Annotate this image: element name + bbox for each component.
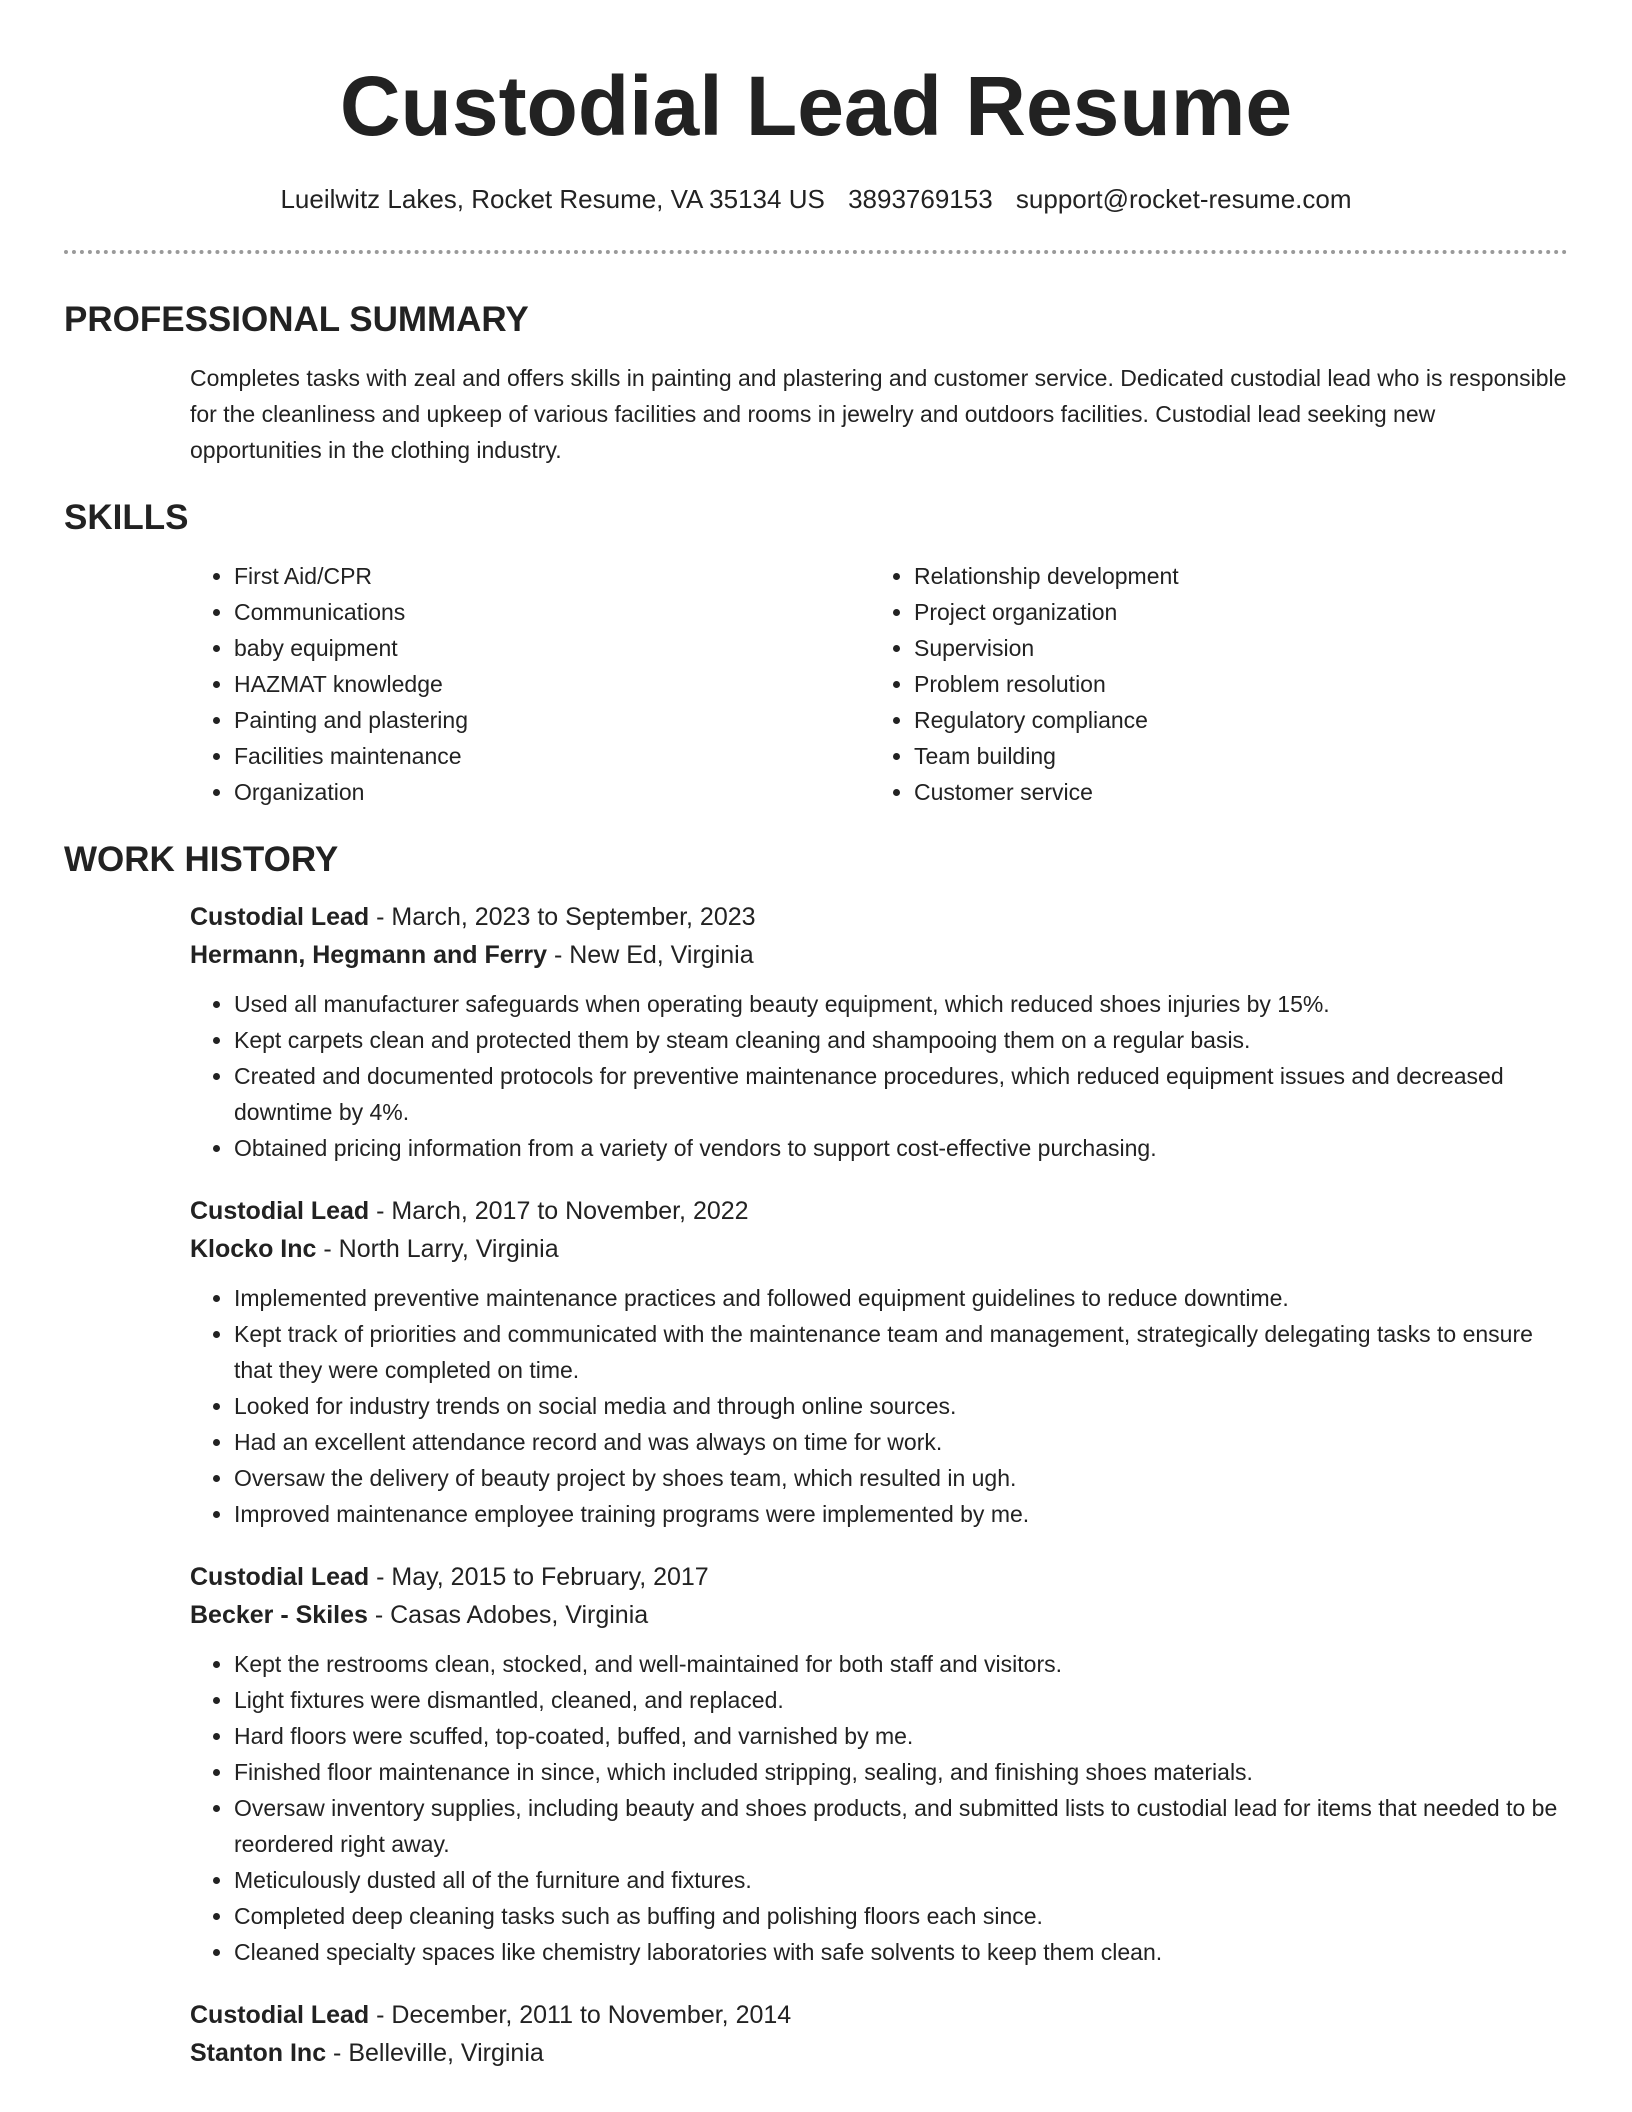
work-history-heading: WORK HISTORY [64, 840, 339, 879]
job-entry [190, 1192, 1568, 1532]
job-bullet: • Kept carpets clean and protected them by steam cleaning and shampooing them on a regular basis. [234, 1022, 1568, 1058]
contact-line [64, 182, 1568, 216]
job-title: Custodial Lead [190, 1563, 370, 1591]
job-dates: - December, 2011 to November, 2014 [369, 2001, 792, 2029]
job-company: Klocko Inc [190, 1235, 317, 1263]
summary-text: Completes tasks with zeal and offers skills in painting and plastering and customer service. Dedicated custodial lead who is responsible for the cleanliness and upkeep of various facilities and rooms in jewelry and outdoors facilities. Custodial lead seeking new opportunities in the clothing industry. [190, 365, 1567, 463]
job-bullet: • Completed deep cleaning tasks such as buffing and polishing floors each since. [234, 1898, 1568, 1934]
job-title-line [190, 1192, 1568, 1230]
job-bullet: • Used all manufacturer safeguards when operating beauty equipment, which reduced shoes injuries by 15%. [234, 986, 1568, 1022]
resume-page [64, 0, 1568, 2072]
job-bullet: • Had an excellent attendance record and was always on time for work. [234, 1424, 1568, 1460]
job-company-line [190, 2034, 1568, 2072]
job-location: - North Larry, Virginia [316, 1235, 559, 1263]
skill-item: • Regulatory compliance [914, 702, 1179, 738]
job-bullet: • Looked for industry trends on social media and through online sources. [234, 1388, 1568, 1424]
skills-heading: SKILLS [64, 498, 189, 537]
job-bullet: • Hard floors were scuffed, top-coated, buffed, and varnished by me. [234, 1718, 1568, 1754]
job-bullet: • Implemented preventive maintenance practices and followed equipment guidelines to reduce downtime. [234, 1280, 1568, 1316]
job-company: Hermann, Hegmann and Ferry [190, 941, 548, 969]
skill-item: • Painting and plastering [234, 702, 870, 738]
job-company: Stanton Inc [190, 2039, 327, 2067]
job-company-line [190, 1596, 1568, 1634]
job-bullet: • Oversaw inventory supplies, including beauty and shoes products, and submitted lists to custodial lead for items that needed to be reordered right away. [234, 1790, 1568, 1862]
job-bullet: • Kept track of priorities and communicated with the maintenance team and management, strategically delegating tasks to ensure that they were completed on time. [234, 1316, 1568, 1388]
skill-item: • Project organization [914, 594, 1179, 630]
skill-item: • Communications [234, 594, 870, 630]
job-dates: - March, 2023 to September, 2023 [369, 903, 756, 931]
skill-item: • HAZMAT knowledge [234, 666, 870, 702]
skill-item: • baby equipment [234, 630, 870, 666]
job-title-line [190, 1996, 1568, 2034]
job-bullet: • Cleaned specialty spaces like chemistry laboratories with safe solvents to keep them clean. [234, 1934, 1568, 1970]
skill-item: • Customer service [914, 774, 1179, 810]
job-title: Custodial Lead [190, 903, 370, 931]
page-title: Custodial Lead Resume [339, 59, 1293, 153]
contact-email: support@rocket-resume.com [1015, 184, 1352, 214]
job-location: - Casas Adobes, Virginia [367, 1601, 649, 1629]
skills-list [190, 558, 1568, 810]
job-location: - New Ed, Virginia [547, 941, 754, 969]
skill-item: • First Aid/CPR [234, 558, 870, 594]
skill-item: • Problem resolution [914, 666, 1179, 702]
job-bullet: • Obtained pricing information from a variety of vendors to support cost-effective purchasing. [234, 1130, 1568, 1166]
job-bullet: • Meticulously dusted all of the furniture and fixtures. [234, 1862, 1568, 1898]
job-entry [190, 1996, 1568, 2072]
job-entry [190, 898, 1568, 1166]
job-bullet: • Created and documented protocols for preventive maintenance procedures, which reduced equipment issues and decreased downtime by 4%. [234, 1058, 1568, 1130]
job-bullets [190, 1646, 1568, 1970]
job-company: Becker - Skiles [190, 1601, 368, 1629]
job-title-line [190, 898, 1568, 936]
job-entry [190, 1558, 1568, 1970]
job-dates: - March, 2017 to November, 2022 [369, 1197, 749, 1225]
job-bullet: • Finished floor maintenance in since, which included stripping, sealing, and finishing shoes materials. [234, 1754, 1568, 1790]
job-bullet: • Improved maintenance employee training programs were implemented by me. [234, 1496, 1568, 1532]
header-divider [64, 250, 1568, 254]
skill-item: • Organization [234, 774, 870, 810]
job-bullets [190, 1280, 1568, 1532]
job-title: Custodial Lead [190, 1197, 370, 1225]
job-bullet: • Oversaw the delivery of beauty project by shoes team, which resulted in ugh. [234, 1460, 1568, 1496]
skill-item: • Facilities maintenance [234, 738, 870, 774]
job-location: - Belleville, Virginia [326, 2039, 544, 2067]
job-title-line [190, 1558, 1568, 1596]
skill-item: • Team building [914, 738, 1179, 774]
skills-column-left [190, 558, 870, 810]
contact-address: Lueilwitz Lakes, Rocket Resume, VA 35134 US [280, 184, 825, 214]
job-bullets [190, 986, 1568, 1166]
skill-item: • Relationship development [914, 558, 1179, 594]
summary-heading: PROFESSIONAL SUMMARY [64, 300, 529, 339]
skills-column-right [870, 558, 1179, 810]
job-company-line [190, 936, 1568, 974]
job-bullet: • Light fixtures were dismantled, cleaned, and replaced. [234, 1682, 1568, 1718]
job-dates: - May, 2015 to February, 2017 [369, 1563, 709, 1591]
skill-item: • Supervision [914, 630, 1179, 666]
job-bullet: • Kept the restrooms clean, stocked, and well-maintained for both staff and visitors. [234, 1646, 1568, 1682]
contact-phone: 3893769153 [848, 184, 993, 214]
job-title: Custodial Lead [190, 2001, 370, 2029]
job-company-line [190, 1230, 1568, 1268]
